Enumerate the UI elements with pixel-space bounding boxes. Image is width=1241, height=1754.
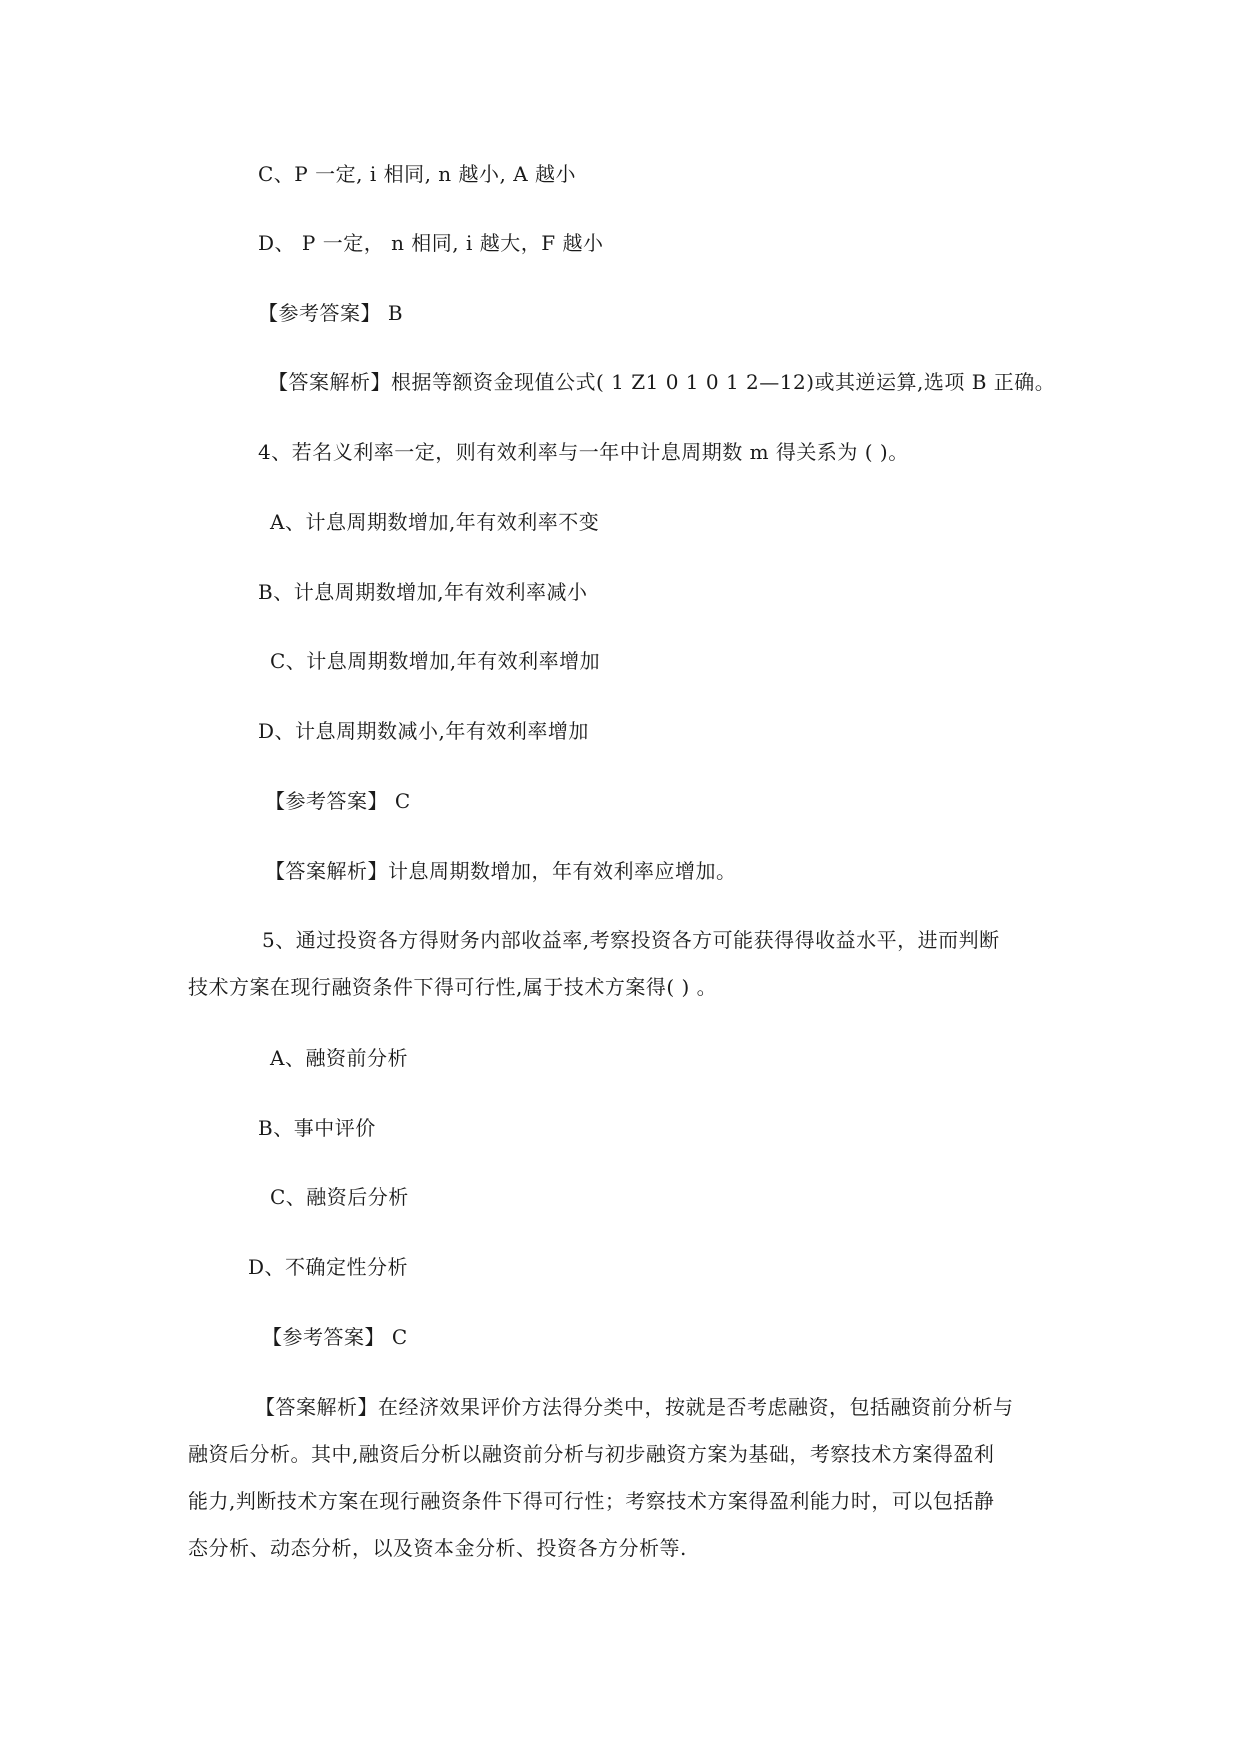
q5-answer: 【参考答案】 C <box>262 1325 408 1349</box>
q5-option-d: D、不确定性分析 <box>248 1255 409 1279</box>
q5-option-b: B、事中评价 <box>258 1116 376 1140</box>
q3-explanation: 【答案解析】根据等额资金现值公式( 1 Z1 0 1 0 1 2—12)或其逆运算,选项 B 正确。 <box>268 370 1056 394</box>
q5-option-c: C、融资后分析 <box>270 1185 409 1209</box>
q5-explanation-line2: 融资后分析。其中,融资后分析以融资前分析与初步融资方案为基础，考察技术方案得盈利 <box>188 1442 995 1466</box>
q4-explanation: 【答案解析】计息周期数增加，年有效利率应增加。 <box>265 859 737 883</box>
q5-option-a: A、融资前分析 <box>270 1046 408 1070</box>
q3-option-c: C、P 一定, i 相同, n 越小, A 越小 <box>258 162 577 186</box>
q3-answer: 【参考答案】 B <box>258 301 404 325</box>
q4-answer: 【参考答案】 C <box>265 789 411 813</box>
q5-explanation-line4: 态分析、动态分析，以及资本金分析、投资各方分析等. <box>188 1536 687 1560</box>
q4-option-b: B、计息周期数增加,年有效利率减小 <box>258 580 588 604</box>
q3-option-d: D、 P 一定， n 相同, i 越大，F 越小 <box>258 231 604 255</box>
q5-question-line1: 5、通过投资各方得财务内部收益率,考察投资各方可能获得得收益水平，进而判断 <box>262 928 1000 952</box>
q4-question: 4、若名义利率一定，则有效利率与一年中计息周期数 m 得关系为 ( )。 <box>258 440 909 464</box>
q5-explanation-line1: 【答案解析】在经济效果评价方法得分类中，按就是否考虑融资，包括融资前分析与 <box>255 1395 1014 1419</box>
q4-option-c: C、计息周期数增加,年有效利率增加 <box>270 649 601 673</box>
q4-option-a: A、计息周期数增加,年有效利率不变 <box>270 510 600 534</box>
q5-question-line2: 技术方案在现行融资条件下得可行性,属于技术方案得( ) 。 <box>188 975 718 999</box>
q5-explanation-line3: 能力,判断技术方案在现行融资条件下得可行性；考察技术方案得盈利能力时，可以包括静 <box>188 1489 995 1513</box>
q4-option-d: D、计息周期数减小,年有效利率增加 <box>258 719 589 743</box>
